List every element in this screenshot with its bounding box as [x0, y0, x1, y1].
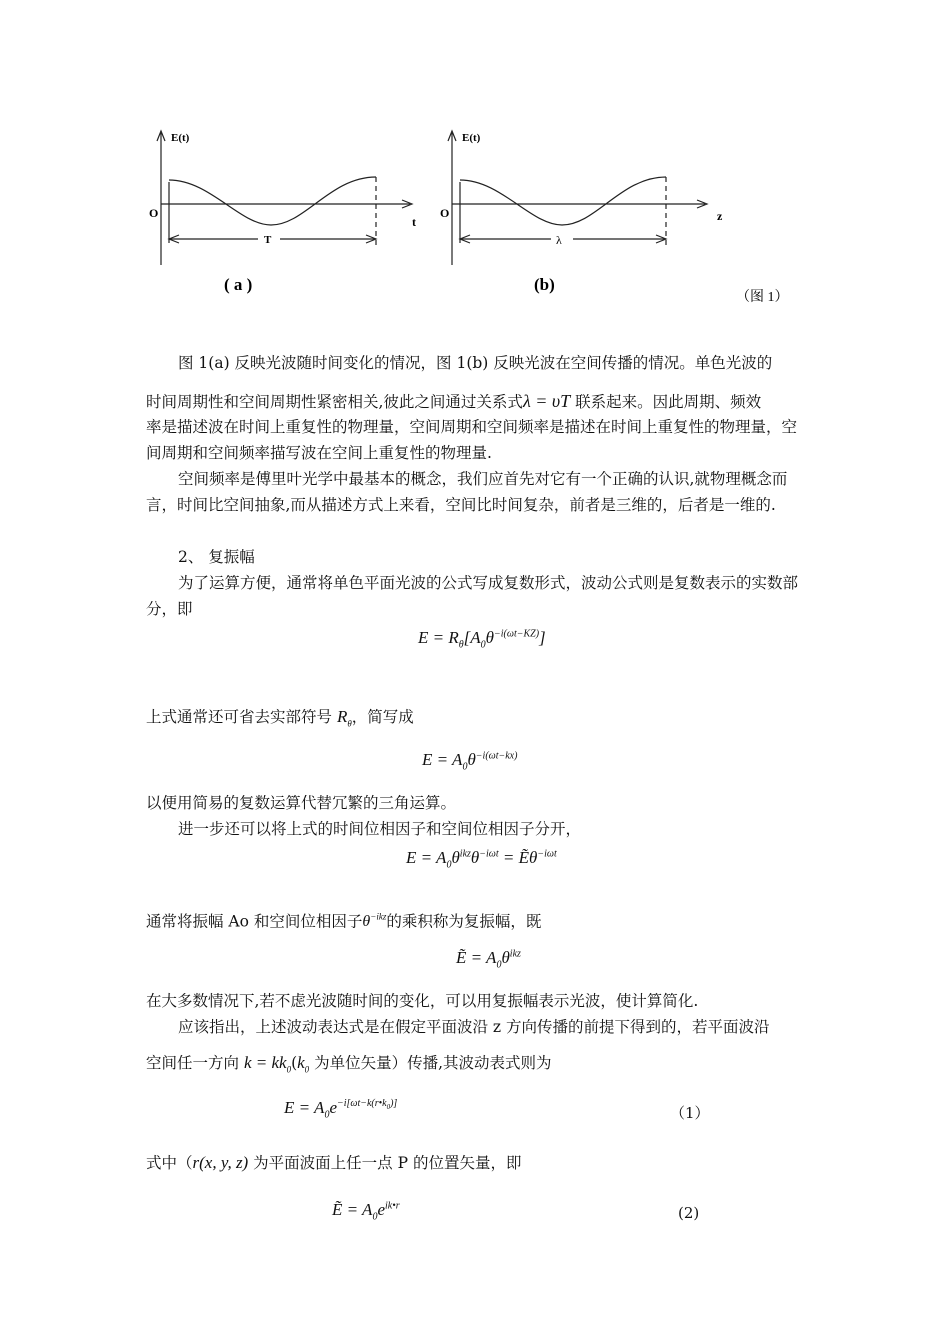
- panel-a-xlabel: t: [412, 215, 416, 229]
- panel-a-ylabel: E(t): [171, 132, 190, 144]
- paragraph-10a: 式中（: [146, 1154, 193, 1172]
- paragraph-5: 以便用简易的复数运算代替冗繁的三角运算。: [146, 794, 457, 812]
- paragraph-1-line-2b: 联系起来。因此周期、频效: [570, 393, 762, 411]
- paragraph-1-rest: 率是描述波在时间上重复性的物理量，空间周期和空间频率是描述在时间上重复性的物理量，空间周期和空间频率描写波在空间上重复性的物理量.: [146, 418, 798, 462]
- paragraph-8: 在大多数情况下,若不虑光波随时间的变化，可以用复振幅表示光波，使计算简化.: [146, 992, 699, 1010]
- equation-2: $E = A_0\theta^{-i(\omega t-kx)}$: [422, 750, 518, 773]
- position-vector: r(x, y, z): [192, 1153, 249, 1172]
- paragraph-7b: 的乘积称为复振幅，既: [386, 912, 542, 931]
- panel-a: [149, 131, 416, 294]
- equation-5-number: （1）: [670, 1104, 710, 1122]
- unit-vector: $k_0$: [297, 1053, 310, 1075]
- panel-b-xlabel: z: [717, 209, 723, 223]
- panel-b-caption: (b): [534, 275, 555, 294]
- paragraph-1-line-1: 图 1(a) 反映光波随时间变化的情况，图 1(b) 反映光波在空间传播的情况。单色光波的: [178, 354, 773, 372]
- figure-label: （图 1）: [736, 290, 789, 305]
- paragraph-1-line-2a: 时间周期性和空间周期性紧密相关,彼此之间通过关系式: [146, 393, 523, 411]
- paragraph-10: [146, 1150, 810, 1176]
- panel-b-origin: O: [440, 206, 450, 220]
- equation-6-number: (2): [678, 1204, 700, 1222]
- paragraph-7: [146, 904, 810, 935]
- paragraph-9-line-2c: 为单位矢量）传播,其波动表式则为: [309, 1054, 552, 1072]
- figure-1: [140, 125, 800, 310]
- paragraph-9-line-2a: 空间任一方向: [146, 1054, 240, 1072]
- sine-wave: [169, 177, 376, 225]
- panel-b: [440, 131, 723, 294]
- panel-a-origin: O: [149, 206, 159, 220]
- panel-a-span-label: T: [264, 234, 272, 246]
- paragraph-7a: 通常将振幅 Ao 和空间位相因子: [146, 912, 363, 931]
- equation-5: $E = A_0e^{-i[\omega t-k(r•k_0)]}$: [284, 1098, 398, 1121]
- paragraph-9-line-1: 应该指出，上述波动表达式是在假定平面波沿 z 方向传播的前提下得到的，若平面波沿: [178, 1018, 770, 1036]
- equation-1: $E = R_\theta[A_0\theta^{-i(\omega t-KZ)}]$: [418, 628, 546, 651]
- sine-wave: [460, 177, 666, 225]
- panel-b-span-label: λ: [556, 233, 562, 247]
- paragraph-6: 进一步还可以将上式的时间位相因子和空间位相因子分开，: [178, 820, 582, 838]
- paragraph-3: 为了运算方便，通常将单色平面光波的公式写成复数形式，波动公式则是复数表示的实数部分，即: [146, 574, 799, 618]
- equation-4: Ẽ = $A_0\theta^{ikz}$: [456, 948, 521, 971]
- panel-a-caption: ( a ): [224, 275, 253, 294]
- panel-b-ylabel: E(t): [462, 132, 481, 144]
- equation-3: $E = A_0\theta^{ikz}\theta^{-i\omega t}$ = Ẽθ$^{-i\omega t}$: [406, 848, 557, 871]
- paragraph-9-line-2: [146, 1050, 810, 1082]
- spatial-phase-symbol: $\theta^{-ikz}$: [362, 912, 387, 931]
- direction-vector: $k = kk_0$: [243, 1053, 292, 1075]
- paragraph-10b: 为平面波面上任一点 P 的位置矢量，即: [248, 1154, 522, 1172]
- equation-6: Ẽ = $A_0e^{ik•r}$: [332, 1200, 400, 1223]
- paragraph-4a: 上式通常还可省去实部符号: [146, 708, 333, 726]
- relation-formula: λ = υT: [522, 391, 571, 411]
- section-heading: 2、 复振幅: [178, 548, 255, 566]
- paragraph-4: [146, 704, 810, 736]
- paragraph-1-line-2: [146, 388, 810, 415]
- paragraph-2: 空间频率是傅里叶光学中最基本的概念，我们应首先对它有一个正确的认识,就物理概念而言，时间比空间抽象,而从描述方式上来看，空间比时间复杂，前者是三维的，后者是一维的.: [146, 470, 788, 514]
- paragraph-9-line-2b: (: [291, 1054, 298, 1072]
- real-part-symbol: $R_\theta$: [336, 707, 352, 729]
- paragraph-4b: ，简写成: [351, 708, 414, 726]
